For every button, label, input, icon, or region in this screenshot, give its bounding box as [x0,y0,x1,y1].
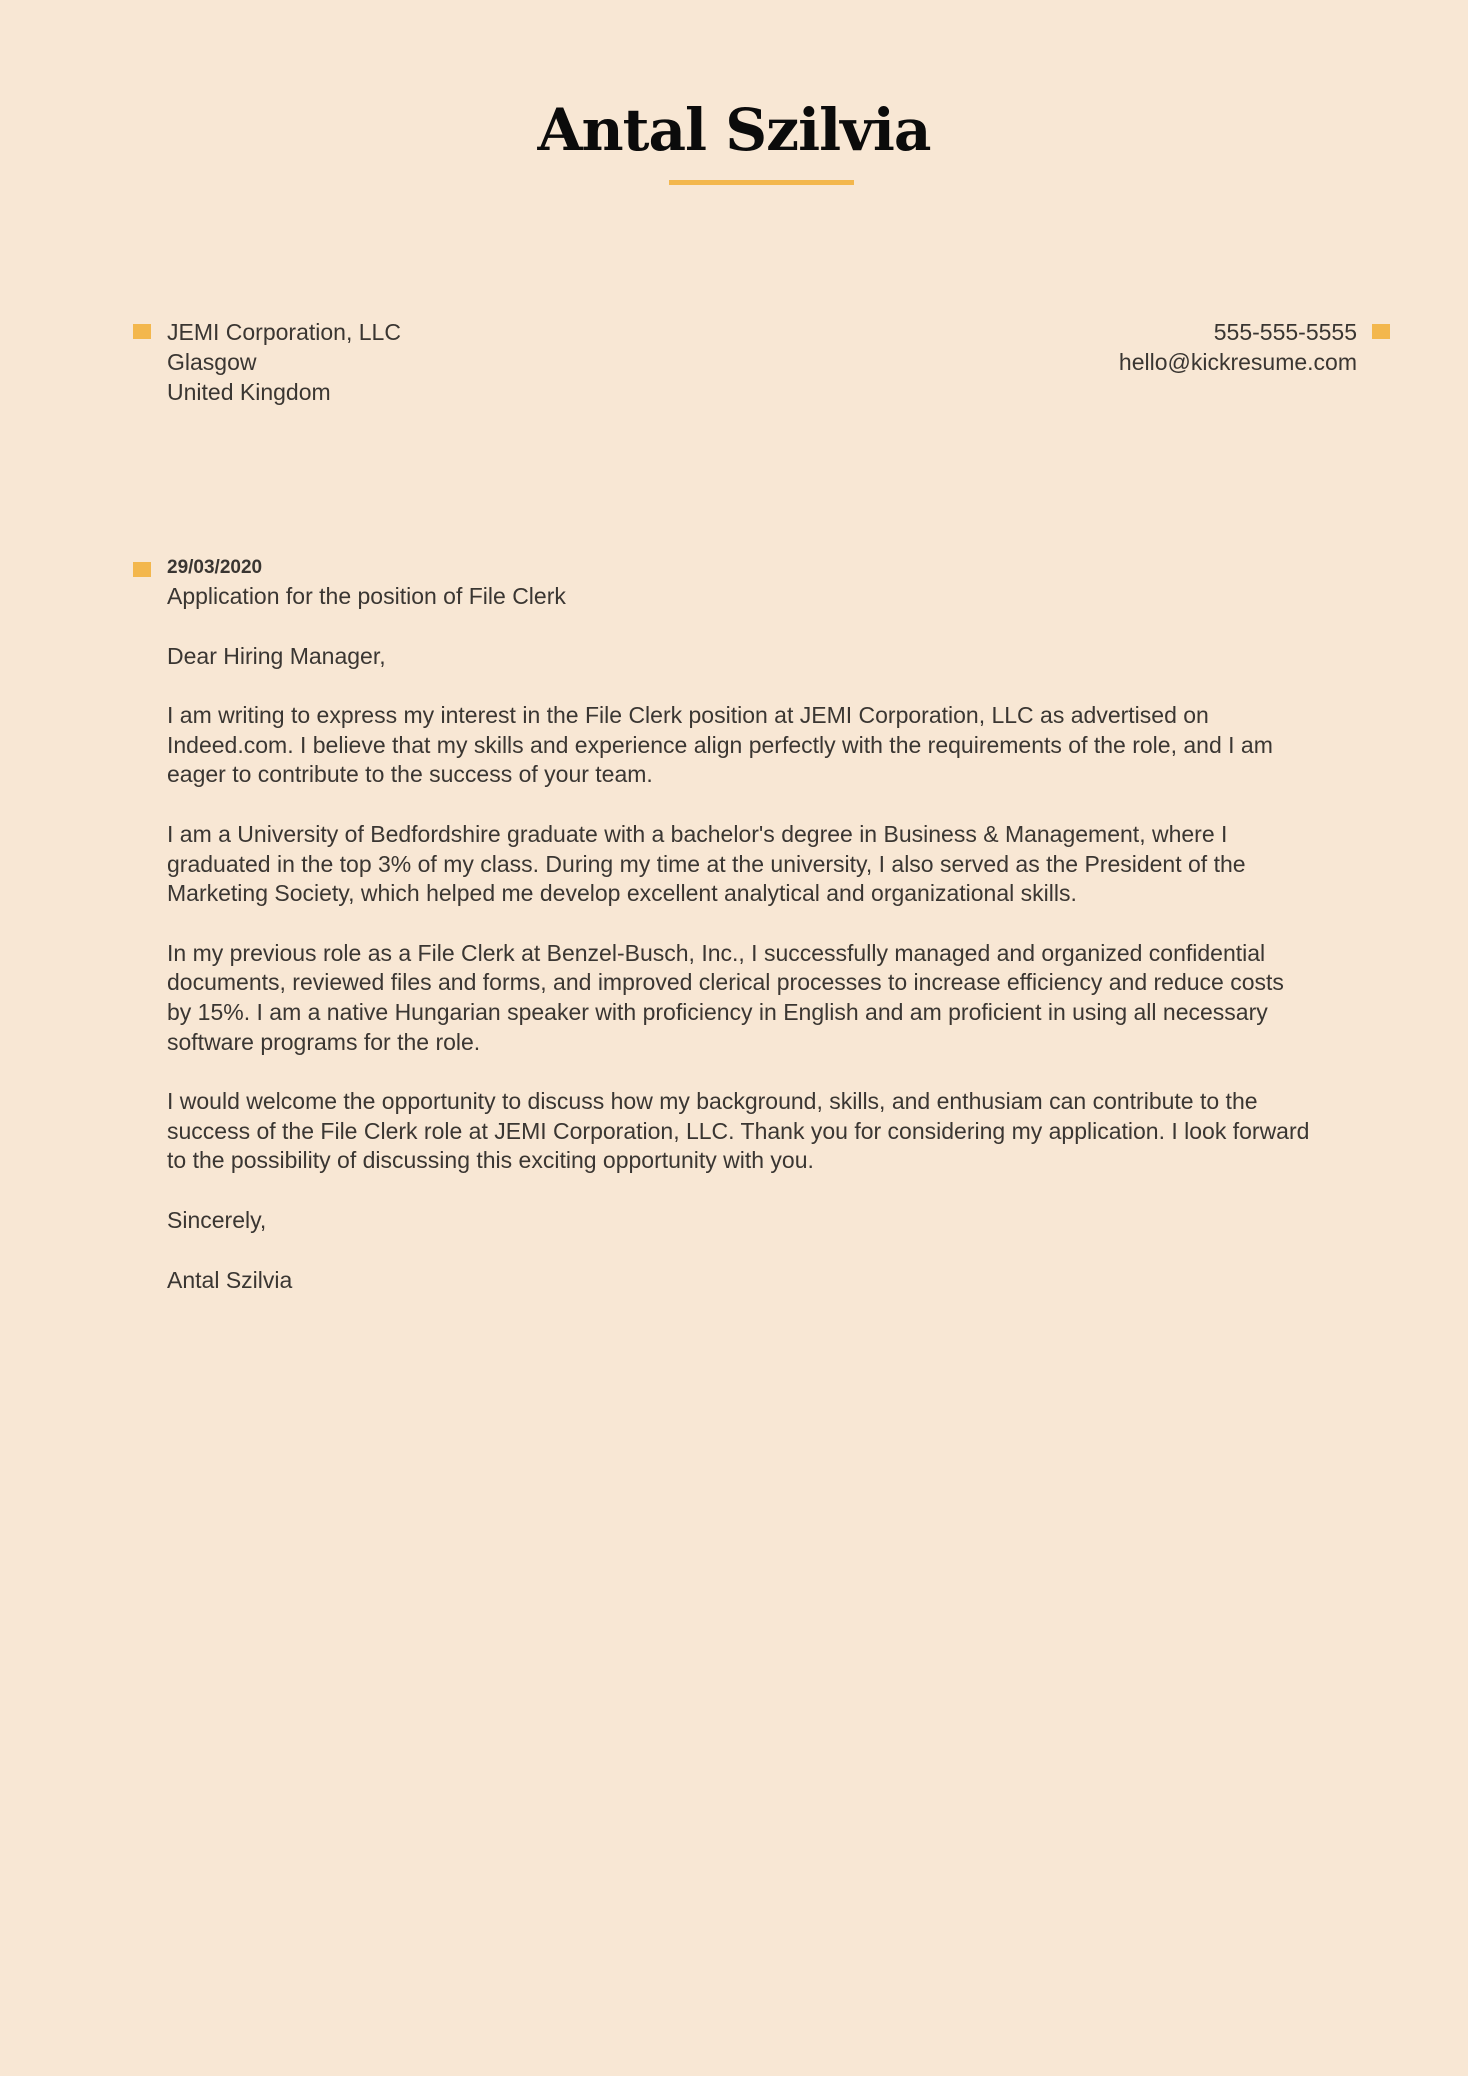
letter-salutation: Dear Hiring Manager, [167,642,386,669]
letter-paragraph-3 [167,939,1367,1057]
recipient-bullet-icon [133,324,151,339]
applicant-name: Antal Szilvia [537,96,931,164]
recipient-country: United Kingdom [167,379,331,405]
paragraph-line: Marketing Society, which helped me develop excellent analytical and organizational skills. [167,880,1077,907]
letter-paragraph-1 [167,701,1367,790]
paragraph-line: success of the File Clerk role at JEMI Corporation, LLC. Thank you for considering my application. I look forward [167,1117,1310,1144]
paragraph-line: to the possibility of discussing this exciting opportunity with you. [167,1147,814,1174]
letter-signature: Antal Szilvia [167,1266,293,1293]
letter-subject: Application for the position of File Clerk [167,583,566,609]
paragraph-line: documents, reviewed files and forms, and improved clerical processes to increase efficiency and reduce costs [167,969,1284,996]
contact-email: hello@kickresume.com [1118,349,1357,375]
paragraph-line: by 15%. I am a native Hungarian speaker with proficiency in English and am proficient in using all necessary [167,998,1268,1025]
contact-phone: 555-555-5555 [1213,319,1357,345]
letter-paragraph-2 [167,820,1367,909]
paragraph-line: eager to contribute to the success of your team. [167,761,653,788]
paragraph-line: In my previous role as a File Clerk at Benzel-Busch, Inc., I successfully managed and organized confidential [167,939,1266,966]
paragraph-line: I would welcome the opportunity to discuss how my background, skills, and enthusiam can contribute to the [167,1088,1258,1115]
name-underline-divider [669,180,854,185]
paragraph-line: I am writing to express my interest in the File Clerk position at JEMI Corporation, LLC as advertised on [167,702,1209,729]
recipient-company: JEMI Corporation, LLC [167,319,401,345]
paragraph-line: Indeed.com. I believe that my skills and experience align perfectly with the requirements of the role, and I am [167,731,1273,758]
contact-bullet-icon [1372,324,1390,339]
recipient-city: Glasgow [167,349,257,375]
letter-date: 29/03/2020 [167,557,263,578]
letter-closing: Sincerely, [167,1206,267,1233]
date-bullet-icon [133,562,151,577]
paragraph-line: software programs for the role. [167,1028,481,1055]
applicant-contact [1119,317,1357,377]
recipient-address [167,317,401,407]
letter-body [167,556,1367,1295]
letter-paragraph-4 [167,1087,1367,1176]
paragraph-line: graduated in the top 3% of my class. During my time at the university, I also served as the President of the [167,850,1246,877]
paragraph-line: I am a University of Bedfordshire graduate with a bachelor's degree in Business & Management, where I [167,820,1228,847]
